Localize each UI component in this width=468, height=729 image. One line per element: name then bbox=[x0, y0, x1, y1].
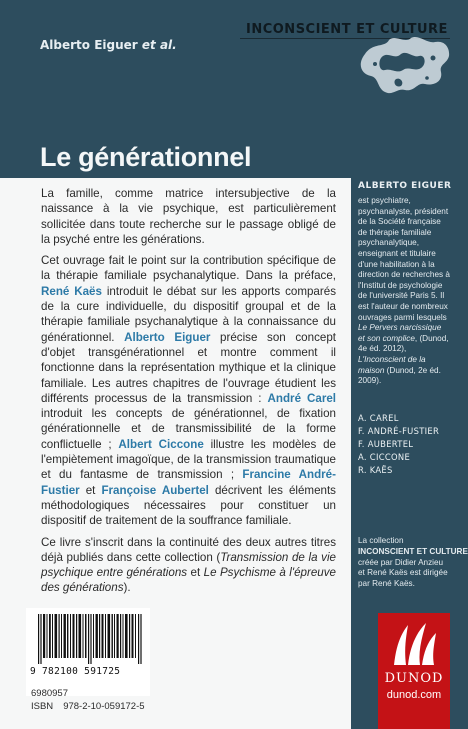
bio-text: est psychiatre, psychanalyste, président de la Société française de thérapie familiale psychanalytique, enseignant et titulaire d'une habilitation à la direction de recherches à l'Institut de psychologie de l'université Paris 5. Il est l'auteur de nombreux ouvrages parmi lesquels bbox=[358, 196, 450, 322]
contributor-name: Albert Ciccone bbox=[118, 437, 204, 451]
summary-text: Ce livre s'inscrit dans la continuité des deux autres titres déjà publiés dans cette collection ( bbox=[41, 535, 336, 564]
collection-text: créée par Didier Anzieu et René Kaës est dirigée par René Kaës. bbox=[358, 557, 448, 589]
bio-book-title: L'Inconscient de la maison bbox=[358, 354, 426, 375]
publisher-name: DUNOD bbox=[384, 671, 444, 686]
summary-text: ). bbox=[123, 581, 131, 595]
barcode-bars bbox=[38, 614, 142, 664]
contributor-name: Françoise Aubertel bbox=[101, 483, 209, 497]
contributor-item: F. ANDRÉ-FUSTIER bbox=[358, 426, 440, 436]
summary-text: et bbox=[187, 566, 204, 580]
series-title: INCONSCIENT ET CULTURE bbox=[246, 22, 448, 37]
contributor-item: A. CAREL bbox=[358, 413, 399, 423]
publisher-block bbox=[378, 613, 450, 729]
barcode bbox=[26, 608, 150, 696]
summary-text: introduit le débat sur les apports comparés de la cure individuelle, du dispositif groupal et de la thérapie familiale psychanalytique à la connaissance du générationnel. bbox=[41, 284, 336, 344]
summary-text: décrivent les éléments méthodologiques nécessaires pour constituer un dispositif de traitement de la souffrance familiale. bbox=[41, 483, 336, 528]
related-title: Le Psychisme à l'épreuve des générations bbox=[41, 566, 336, 595]
collection-note bbox=[358, 536, 468, 590]
isbn-line bbox=[31, 701, 145, 712]
author-name: Alberto Eiguer bbox=[40, 38, 138, 52]
contributor-list bbox=[358, 412, 450, 477]
summary-text: illustre les modèles de l'empiètement imagoïque, de la transmission traumatique et du fantasme de transmission ; bbox=[41, 437, 336, 482]
author-bio bbox=[358, 196, 450, 387]
book-title: Le générationnel bbox=[40, 142, 252, 172]
summary-paragraph-1: La famille, comme matrice intersubjective de la naissance à la vie psychique, est particulièrement sollicitée dans toute recherche sur le passage obligé de la psyché entre les générations. bbox=[41, 187, 336, 246]
contributor-name: Francine André-Fustier bbox=[41, 468, 336, 497]
bio-text: (Dunod, 2e éd. 2009). bbox=[358, 365, 441, 386]
back-cover-summary bbox=[41, 186, 336, 602]
barcode-digits: 9 782100 591725 bbox=[30, 666, 121, 677]
contributor-item: R. KAËS bbox=[358, 465, 393, 475]
bio-author-name: ALBERTO EIGUER bbox=[358, 181, 452, 191]
publisher-url: dunod.com bbox=[386, 689, 442, 701]
contributor-name: André Carel bbox=[267, 391, 337, 405]
summary-text: Cet ouvrage fait le point sur la contribution spécifique de la thérapie familiale psychanalytique. Dans la préface, bbox=[41, 254, 336, 283]
summary-text: et bbox=[79, 483, 102, 497]
author-suffix: et al. bbox=[141, 38, 177, 52]
contributor-item: A. CICCONE bbox=[358, 452, 411, 462]
isbn-number: 978-2-10-059172-5 bbox=[63, 701, 145, 712]
related-title: Transmission de la vie psychique entre générations bbox=[41, 550, 336, 580]
bio-book-title: Le Pervers narcissique et son complice bbox=[358, 323, 442, 343]
summary-paragraph-3 bbox=[41, 535, 336, 596]
contributor-item: F. AUBERTEL bbox=[358, 439, 414, 449]
publisher-logo bbox=[386, 617, 442, 667]
contributor-name: Alberto Eiguer bbox=[124, 330, 211, 344]
bio-text: , (Dunod, 4e éd. 2012), bbox=[358, 333, 449, 354]
map-illustration bbox=[355, 34, 450, 102]
isbn-label: ISBN bbox=[31, 701, 54, 712]
summary-paragraph-2 bbox=[41, 253, 336, 528]
collection-intro: La collection bbox=[358, 536, 404, 545]
summary-text: introduit les concepts de générationnel, de fixation générationnelle et de transmissibilité de la forme conflictuelle ; bbox=[41, 407, 336, 451]
contributor-name: René Kaës bbox=[41, 284, 102, 298]
reference-number: 6980957 bbox=[31, 688, 68, 699]
summary-text: précise son concept d'objet transgénérationnel et montre comment il fonctionne dans la représentation mythique et la clinique familiale. Les autres chapitres de l'ouvrage étudient les différents processus de la transmission : bbox=[41, 330, 336, 405]
collection-name: INCONSCIENT ET CULTURE bbox=[358, 546, 468, 556]
author-heading bbox=[40, 38, 177, 52]
